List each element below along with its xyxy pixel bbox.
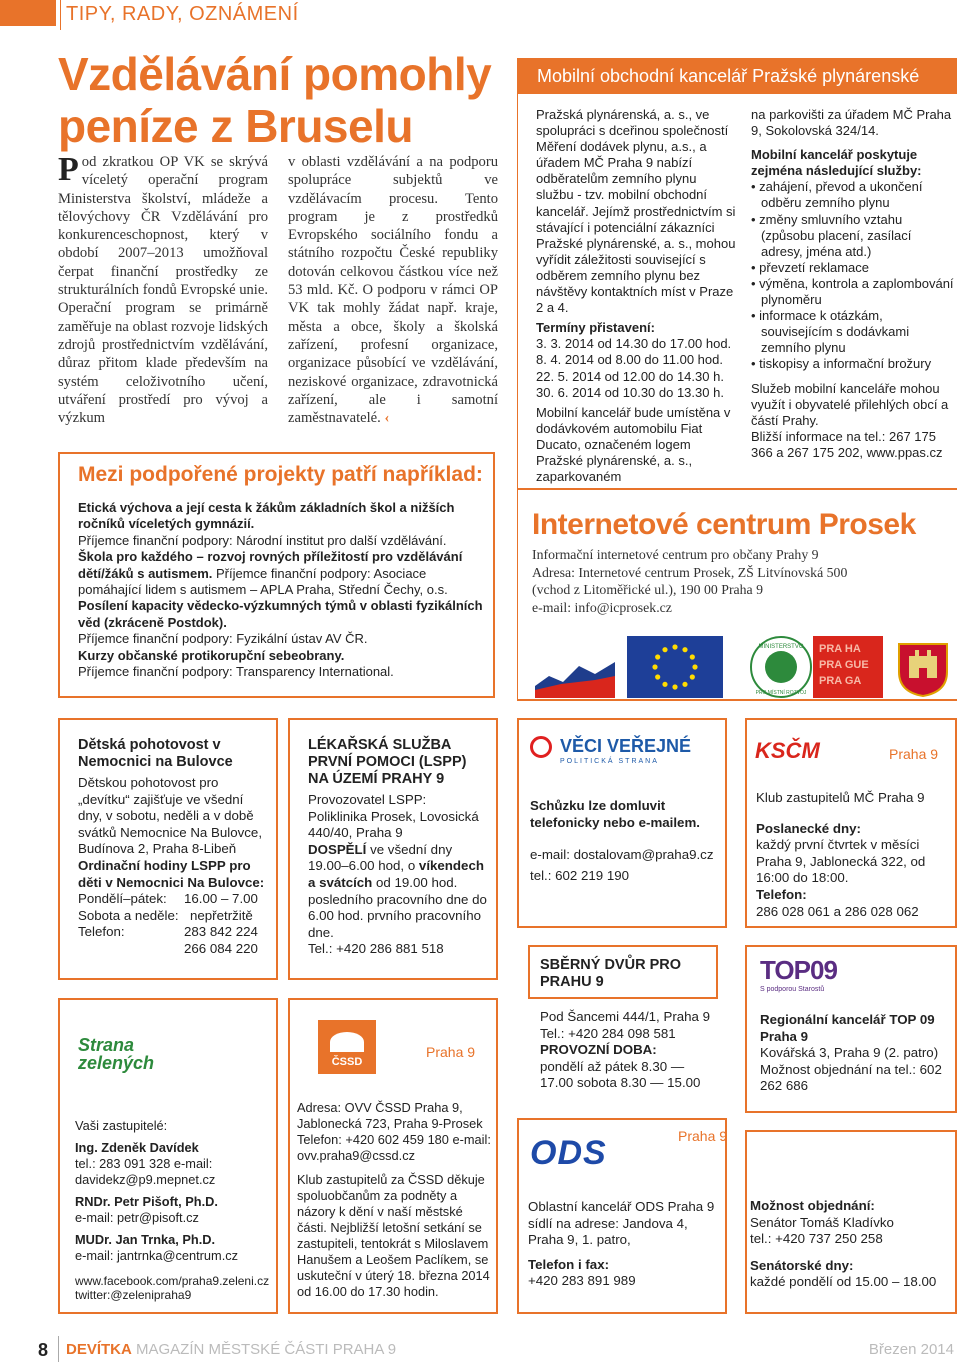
- eu-star-icon: [662, 682, 667, 687]
- senator-label: Možnost objednání:: [750, 1198, 875, 1213]
- eu-star-icon: [652, 664, 657, 669]
- hours-row-key: Telefon:: [78, 924, 125, 940]
- sberny-addr: Pod Šancemi 444/1, Praha 9: [540, 1009, 711, 1024]
- senator-tel: tel.: +420 737 250 258: [750, 1231, 883, 1247]
- cssd-logo-text: ČSSD: [331, 1056, 363, 1068]
- prosek-title: Internetové centrum Prosek: [532, 508, 916, 541]
- senator-days-label: Senátorské dny:: [750, 1257, 854, 1273]
- project-4-name: Kurzy občanské protikorupční sebeobrany.: [78, 647, 345, 663]
- ods-tel: +420 283 891 989: [528, 1273, 636, 1289]
- kscm-logo: KSČM: [755, 738, 820, 763]
- lspp-adults: [308, 842, 488, 859]
- praha-logo-line-1: PRA HA: [819, 643, 861, 655]
- kscm-tel: 286 028 061 a 286 028 062: [756, 903, 919, 919]
- ods-office: Oblastní kancelář ODS Praha 9 sídlí na adrese: Jandova 4, Praha 9, 1. patro,: [528, 1199, 715, 1248]
- ods-praha9: Praha 9: [678, 1128, 728, 1144]
- mobile-office-column-1: [536, 107, 736, 485]
- article-column-2: [288, 153, 498, 427]
- green-p2-contact: e-mail: petr@pisoft.cz: [75, 1210, 199, 1225]
- sberny-tel: Tel.: +420 284 098 581: [540, 1025, 676, 1041]
- cssd-content: [297, 1100, 493, 1300]
- vv-circle-icon: [530, 736, 552, 758]
- top09-title: Regionální kancelář TOP 09 Praha 9: [760, 1012, 935, 1044]
- ods-tel-label: Telefon i fax:: [528, 1256, 610, 1272]
- lspp-tel: Tel.: +420 286 881 518: [308, 941, 444, 957]
- hours-row-value: 266 084 220: [184, 940, 258, 956]
- project-3-recipient: Příjemce finanční podpory: Fyzikální ústav AV ČR.: [78, 631, 368, 647]
- mobile-location-2: na parkovišti za úřadem MČ Praha 9, Sokolovská 324/14.: [751, 107, 952, 139]
- project-4-recipient: Příjemce finanční podpory: Transparency International.: [78, 664, 394, 680]
- ods-logo: ODS: [530, 1134, 607, 1172]
- lspp-times-text: 19.00–6.00 hod, o: [308, 858, 419, 874]
- ministry-logo-subtext: PRO MÍSTNÍ ROZVOJ: [755, 690, 807, 696]
- praha-logo-line-3: PRA GA: [819, 675, 862, 687]
- mobile-location: Mobilní kancelář bude umístěna v dodávkovém automobilu Fiat Ducato, označeném logem Pražské plynárenské, a. s., zaparkovaném: [536, 404, 731, 485]
- footer-brand-name: DEVÍTKA: [66, 1341, 132, 1358]
- praha-logo: [813, 636, 883, 698]
- footer-brand-tail: MAGAZÍN MĚSTSKÉ ČÁSTI PRAHA 9: [131, 1341, 397, 1358]
- prosek-email: e-mail: info@icprosek.cz: [532, 599, 672, 615]
- service-item: • převzetí reklamace: [751, 259, 869, 275]
- praha-logo-line-2: PRA GUE: [819, 659, 869, 671]
- mobile-office-column-2: [751, 107, 956, 461]
- ministry-logo-text: MINISTERSTVO: [758, 644, 804, 650]
- service-item: • výměna, kontrola a zaplombování plynoměru: [751, 275, 954, 308]
- cssd-rose-icon: [330, 1032, 364, 1052]
- prosek-frame-left: [517, 490, 518, 700]
- prosek-line-2: Adresa: Internetové centrum Prosek, ZŠ Litvínovská 500: [532, 564, 848, 580]
- vv-meet: Schůzku lze domluvit telefonicky nebo e-mailem.: [530, 798, 700, 830]
- footer-divider: [58, 1336, 59, 1362]
- sberny-title-text: SBĚRNÝ DVŮR PRO PRAHU 9: [540, 957, 681, 990]
- service-item: • zahájení, převod a ukončení odběru zemního plynu: [751, 179, 923, 211]
- vv-tel: tel.: 602 219 190: [530, 867, 630, 883]
- vv-logo-text: VĚCI VEŘEJNÉ: [560, 736, 692, 756]
- kscm-content: [756, 790, 950, 920]
- sberny-label: PROVOZNÍ DOBA:: [540, 1042, 657, 1058]
- term-3: 22. 5. 2014 od 12.00 do 14.30 h.: [536, 368, 724, 384]
- service-item: • informace k otázkám, souvisejícím s dodávkami zemního plynu: [751, 308, 910, 356]
- ods-content: [528, 1199, 722, 1290]
- article-title-line-1: Vzdělávání pomohly: [58, 48, 492, 100]
- pediatrics-title: Dětská pohotovost v Nemocnici na Bulovce: [78, 737, 233, 770]
- lspp-times: [308, 858, 488, 941]
- sberny-title: [540, 957, 710, 991]
- prosek-line-1: Informační internetové centrum pro občany Prahy 9: [532, 547, 819, 562]
- mobile-info: Bližší informace na tel.: 267 175 366 a 267 175 202, www.ppas.cz: [751, 428, 943, 460]
- prosek-logos: [535, 636, 955, 698]
- lspp-weekend-tail: od 19.00 hod. posledního pracovního dne do 6.00 hod. prvního pracovního dne.: [308, 874, 487, 940]
- green-p1-contact: tel.: 283 091 328 e-mail: davidekz@p9.mepnet.cz: [75, 1156, 216, 1187]
- article-title-line-2: peníze z Bruselu: [58, 100, 413, 152]
- article-text-1: od zkratkou OP VK se skrývá víceletý operační program Ministerstva školství, mládeže a tělovýchovy ČR Vzdělávání pro konkurenceschopnost, který v období 2007–2013 umožňoval čerpat finanční prostředky ze strukturálních fondů Evropské unie. Operační program se primárně zaměřuje na oblast rozvoje lidských zdrojů prostřednictvím vzdělávání, důraz přitom klade především na systém celoživotního učení, utváření prostředí pro vývoj a výzkum: [58, 154, 268, 427]
- hours-row: [78, 908, 268, 925]
- eu-star-icon: [682, 682, 687, 687]
- eu-star-icon: [672, 684, 677, 689]
- kscm-body: každý první čtvrtek v měsíci Praha 9, Jablonecká 322, od 16:00 do 18:00.: [756, 837, 926, 886]
- pediatrics-hours-label: Ordinační hodiny LSPP pro děti v Nemocnici Na Bulovce:: [78, 857, 265, 890]
- prague-crest-icon: [891, 636, 955, 698]
- pediatrics-hours: [78, 891, 268, 957]
- footer-brand: [66, 1341, 396, 1358]
- top09-logo-sub: S podporou Starostů: [760, 986, 825, 993]
- section-marker: [0, 0, 56, 26]
- terms-label: Termíny přistavení:: [536, 320, 655, 336]
- prosek-info: [532, 546, 952, 616]
- hours-row-key: Pondělí–pátek:: [78, 891, 167, 907]
- eu-star-icon: [655, 654, 660, 659]
- lspp-adults-label: DOSPĚLÍ: [308, 841, 367, 857]
- service-item: • tiskopisy a informační brožury: [751, 356, 932, 372]
- mobile-outro: Služeb mobilní kanceláře mohou využít i obyvatelé přilehlých obcí a částí Prahy.: [751, 380, 949, 428]
- service-item: • změny smluvního vztahu (způsobu placení, zasílací adresy, jména atd.): [751, 211, 912, 259]
- senator-days: každé pondělí od 15.00 – 18.00: [750, 1274, 937, 1290]
- kscm-club: Klub zastupitelů MČ Praha 9: [756, 790, 925, 805]
- eu-star-icon: [690, 654, 695, 659]
- article-title: [58, 48, 498, 152]
- pediatrics-body: Dětskou pohotovost pro „devítku“ zajišťuje ve všední dny, v sobotu, neděli a v době svátků Nemocnice Na Bulovce, Budínova 2, Praha 8-Libeň: [78, 775, 263, 857]
- article-text-2: v oblasti vzdělávání a na podporu spolupráce subjektů ve vzdělávacím procesu. Tento program je z prostředků Evropského sociálního fondu a státního rozpočtu České republiky dotován celkovou částkou více než 53 mld. Kč. O podporu v rámci OP VK tak mohly žádat např. kraje, města a obce, školy a školská zařízení, profesní organizace, organizace působící ve vzdělávání, neziskové organizace, zdravotnická zařízení, ale i samotní zaměstnavatelé.: [288, 154, 498, 427]
- top09-logo: [760, 955, 840, 997]
- project-1-recipient: Příjemce finanční podpory: Národní institut pro další vzdělávání.: [78, 532, 447, 548]
- mobile-office-frame-left: [517, 94, 518, 489]
- eu-star-icon: [672, 644, 677, 649]
- term-2: 8. 4. 2014 od 8.00 do 11.00 hod.: [536, 352, 723, 368]
- senator-content: [750, 1198, 950, 1291]
- vv-email: e-mail: dostalovam@praha9.cz: [530, 847, 714, 863]
- green-logo-text: Strana zelených: [78, 1035, 155, 1073]
- article-column-1: [58, 153, 268, 427]
- services-label: Mobilní kancelář poskytuje zejména následující služby:: [751, 147, 922, 179]
- hours-row-key: Sobota a neděle:: [78, 907, 179, 923]
- project-1-name: Etická výchova a její cesta k žákům základních škol a nižších ročníků víceletých gymnázií.: [78, 500, 455, 532]
- green-content: [75, 1118, 271, 1302]
- project-3: [78, 598, 488, 647]
- top09-addr: Kovářská 3, Praha 9 (2. patro): [760, 1045, 939, 1061]
- kscm-praha9: Praha 9: [889, 746, 939, 762]
- cssd-club: Klub zastupitelů za ČSSD děkuje spoluobčanům za podněty a názory k dění v naší městské části. Nejbližší letošní setkání se zastupiteli, tentokrát s Miloslavem Hanušem a Leošem Paclíkem, se uskuteční v úterý 18. března 2014 od 16.00 do 17.30 hodin.: [297, 1172, 490, 1299]
- lspp-weekend: víkendech a svátcích: [308, 858, 484, 890]
- kscm-label: Poslanecké dny:: [756, 820, 861, 836]
- eu-star-icon: [682, 647, 687, 652]
- hours-row: [78, 891, 268, 908]
- mobile-office-header: [517, 58, 957, 94]
- pediatrics-content: [78, 737, 268, 958]
- hours-row: [78, 941, 268, 958]
- term-4: 30. 6. 2014 od 10.30 do 13.30 h.: [536, 384, 724, 400]
- green-p1: Ing. Zdeněk Davídek: [75, 1140, 199, 1155]
- projects-title: Mezi podpořené projekty patří například:: [78, 463, 483, 486]
- sberny-content: [540, 1009, 720, 1092]
- green-logo: [78, 1036, 170, 1072]
- project-4: [78, 648, 488, 681]
- project-2-name: Škola pro každého – rozvoj rovných příležitostí pro vzdělávání dětí/žáků s autismem.: [78, 549, 463, 581]
- green-web: www.facebook.com/praha9.zeleni.cz twitter:@zelenipraha9: [75, 1274, 270, 1302]
- term-1: 3. 3. 2014 od 14.30 do 17.00 hod.: [536, 336, 732, 352]
- page-number: 8: [38, 1340, 49, 1360]
- vv-logo: [530, 736, 720, 770]
- lspp-content: [308, 737, 488, 958]
- eu-star-icon: [662, 647, 667, 652]
- mobile-office-title: Mobilní obchodní kancelář Pražské plynárenské: [537, 66, 920, 86]
- prosek-frame-bottom: [517, 699, 957, 701]
- hours-row-value: 16.00 – 7.00: [184, 891, 258, 907]
- green-p3-contact: e-mail: jantrnka@centrum.cz: [75, 1248, 239, 1263]
- cssd-addr: Adresa: OVV ČSSD Praha 9, Jablonecká 723, Praha 9-Prosek Telefon: +420 602 459 180 e-mail: ovv.praha9@cssd.cz: [297, 1100, 491, 1163]
- services-list: [751, 179, 956, 372]
- section-title: TIPY, RADY, OZNÁMENÍ: [66, 3, 299, 25]
- top09-content: [760, 1012, 950, 1095]
- header-divider: [60, 0, 61, 30]
- drop-cap: P: [58, 151, 79, 188]
- projects-list: [78, 500, 488, 680]
- cssd-praha9: Praha 9: [426, 1044, 476, 1060]
- eu-star-icon: [692, 664, 697, 669]
- end-mark-icon: ‹: [384, 410, 390, 427]
- sberny-hours: pondělí až pátek 8.30 — 17.00 sobota 8.30 — 15.00: [540, 1058, 701, 1091]
- mobile-office-frame-bottom: [517, 488, 957, 490]
- prosek-line-3: (vchod z Litoměřické ul.), 190 00 Praha 9: [532, 582, 764, 597]
- eu-flag-logo: [627, 636, 723, 698]
- hours-row: [78, 924, 268, 941]
- vv-content: [530, 798, 720, 884]
- lspp-adults-tail: ve všední dny: [366, 841, 453, 857]
- hours-row-value: nepřetržitě: [190, 907, 253, 923]
- eu-star-icon: [655, 674, 660, 679]
- top09-logo-text: TOP09: [760, 955, 837, 985]
- project-2-recipient: Příjemce finanční podpory: Asociace pomáhající lidem s autismem – APLA Praha, Střední Čechy, o.s.: [78, 565, 448, 598]
- vv-logo-sub: POLITICKÁ STRANA: [560, 758, 659, 765]
- green-p3: MUDr. Jan Trnka, Ph.D.: [75, 1232, 216, 1247]
- kscm-tel-label: Telefon:: [756, 886, 807, 902]
- hours-row-value: 283 842 224: [184, 924, 258, 940]
- lspp-body: Provozovatel LSPP: Poliklinika Prosek, Lovosická 440/40, Praha 9: [308, 792, 479, 841]
- footer-date: Březen 2014: [868, 1341, 954, 1358]
- project-1: [78, 500, 488, 549]
- mobile-intro: Pražská plynárenská, a. s., ve spolupráci s dceřinou společností Měření dodávek plynu, a.s., a úřadem MČ Praha 9 nabízí odběratelům zemního plynu službu - tzv. mobilní obchodní kancelář. Jejímž prostřednictvím si stávající i potenciální zákazníci Pražské plynárenské, a. s., mohou vyřídit záležitosti související s odběrem zemního plynu bez návštěvy kontaktních míst v Praze 2 a 4.: [536, 107, 736, 316]
- green-p2: RNDr. Petr Pišoft, Ph.D.: [75, 1194, 218, 1209]
- top09-meet: Možnost objednání na tel.: 602 262 686: [760, 1061, 942, 1094]
- cssd-logo: [318, 1020, 376, 1074]
- lspp-title: LÉKAŘSKÁ SLUŽBA PRVNÍ POMOCI (LSPP) NA ÚZEMÍ PRAHY 9: [308, 737, 467, 787]
- project-3-name: Posílení kapacity vědecko-výzkumných týmů v oblasti fyzikálních věd (zkráceně Postdok).: [78, 598, 483, 630]
- project-2: [78, 549, 488, 598]
- green-reps: Vaši zastupitelé:: [75, 1118, 168, 1133]
- senator-name: Senátor Tomáš Kladívko: [750, 1214, 894, 1230]
- hours-row-key: [78, 941, 184, 958]
- eu-star-icon: [690, 674, 695, 679]
- czech-flag-logo: [535, 636, 615, 698]
